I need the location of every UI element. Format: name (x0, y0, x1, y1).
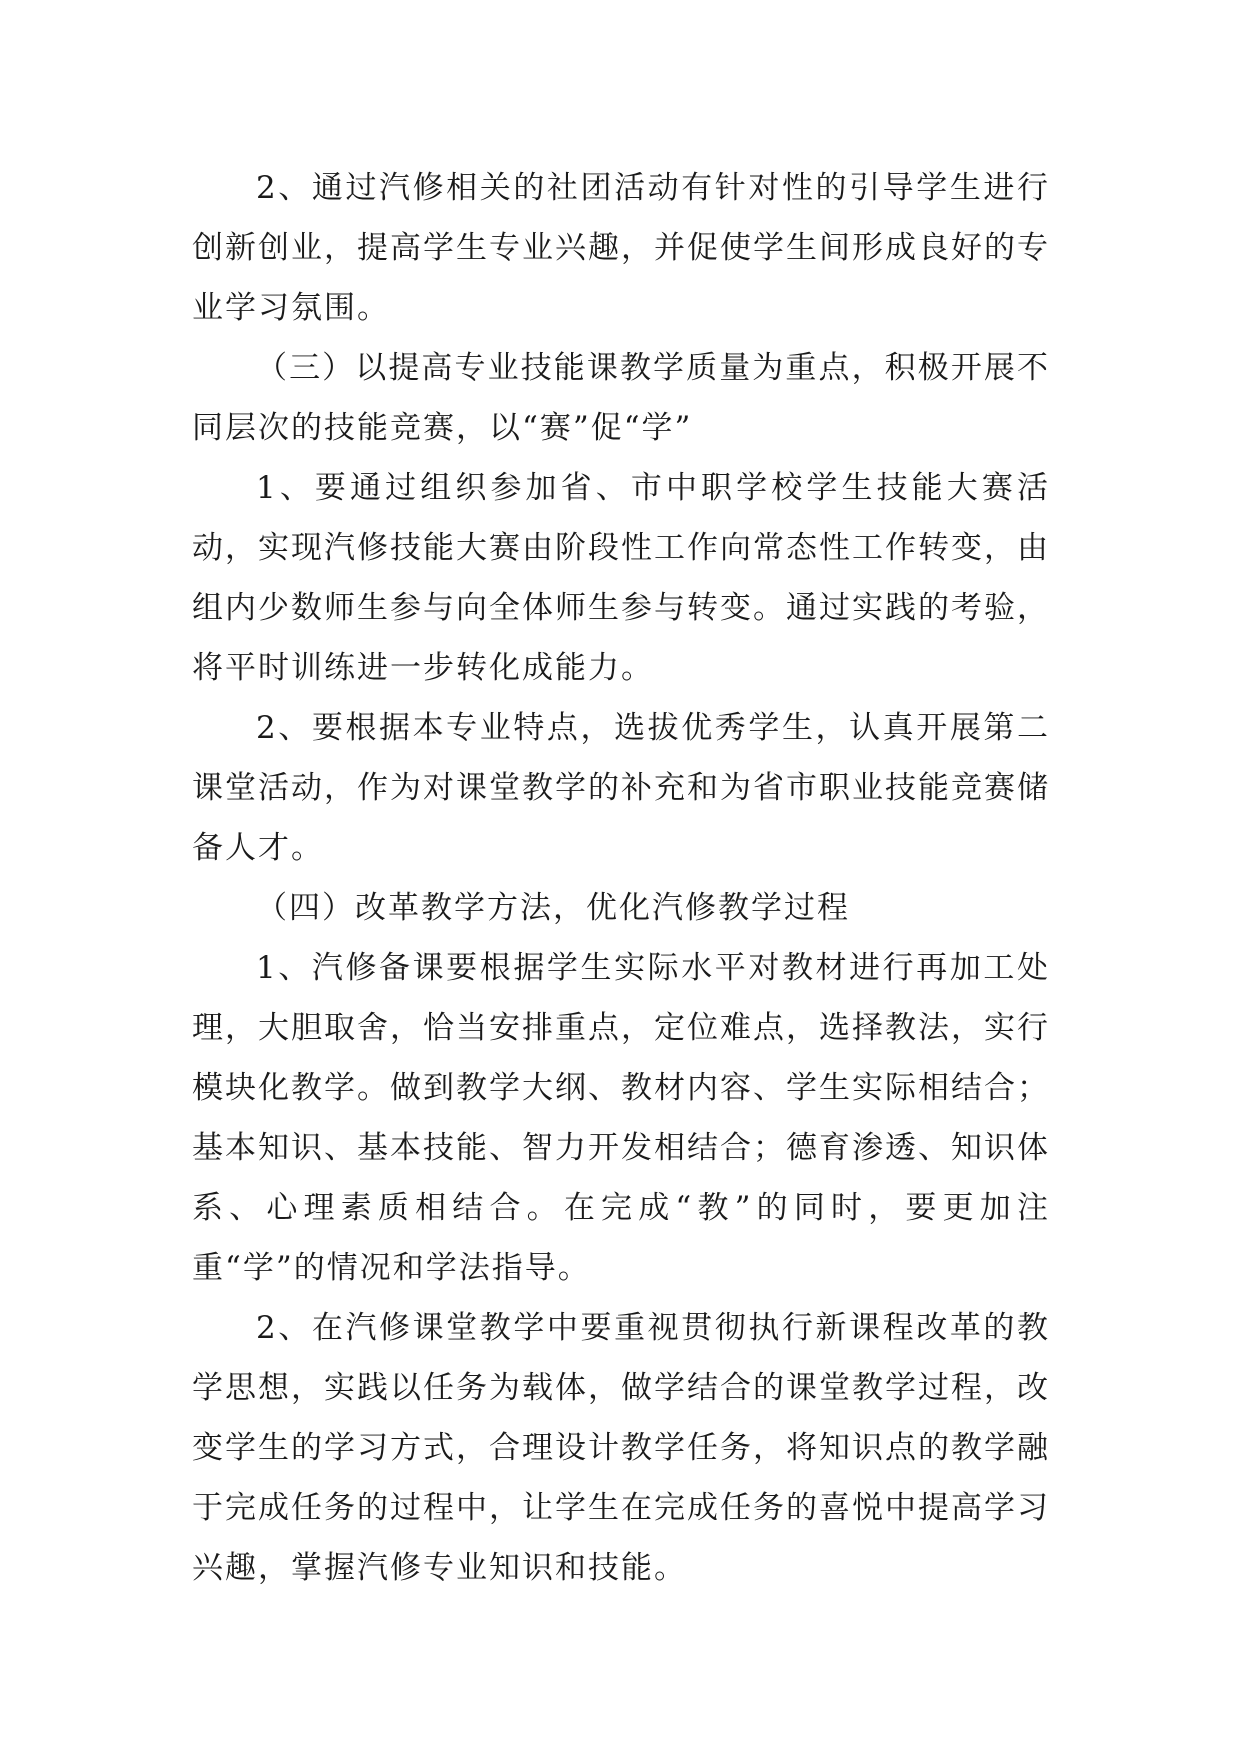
section-heading-3: （三）以提高专业技能课教学质量为重点，积极开展不同层次的技能竞赛，以“赛”促“学” (192, 350, 1050, 446)
paragraph-2-curriculum-reform: 2、在汽修课堂教学中要重视贯彻执行新课程改革的教学思想，实践以任务为载体，做学结合的课堂教学过程，改变学生的学习方式，合理设计教学任务，将知识点的教学融于完成任务的过程中，让学生在完成任务的喜悦中提高学习兴趣，掌握汽修专业知识和技能。 (192, 1310, 1050, 1586)
paragraph-1-lesson-preparation: 1、汽修备课要根据学生实际水平对教材进行再加工处理，大胆取舍，恰当安排重点，定位难点，选择教法，实行模块化教学。做到教学大纲、教材内容、学生实际相结合；基本知识、基本技能、智力开发相结合；德育渗透、知识体系、心理素质相结合。在完成“教”的同时，要更加注重“学”的情况和学法指导。 (192, 950, 1050, 1286)
document-body (192, 158, 1050, 1598)
section-heading-4: （四）改革教学方法，优化汽修教学过程 (256, 890, 850, 926)
paragraph-2-second-classroom: 2、要根据本专业特点，选拔优秀学生，认真开展第二课堂活动，作为对课堂教学的补充和为省市职业技能竞赛储备人才。 (192, 710, 1050, 866)
paragraph-2-club-activities: 2、通过汽修相关的社团活动有针对性的引导学生进行创新创业，提高学生专业兴趣，并促使学生间形成良好的专业学习氛围。 (192, 170, 1050, 326)
paragraph-1-skills-competition: 1、要通过组织参加省、市中职学校学生技能大赛活动，实现汽修技能大赛由阶段性工作向常态性工作转变，由组内少数师生参与向全体师生参与转变。通过实践的考验，将平时训练进一步转化成能力。 (192, 470, 1050, 686)
